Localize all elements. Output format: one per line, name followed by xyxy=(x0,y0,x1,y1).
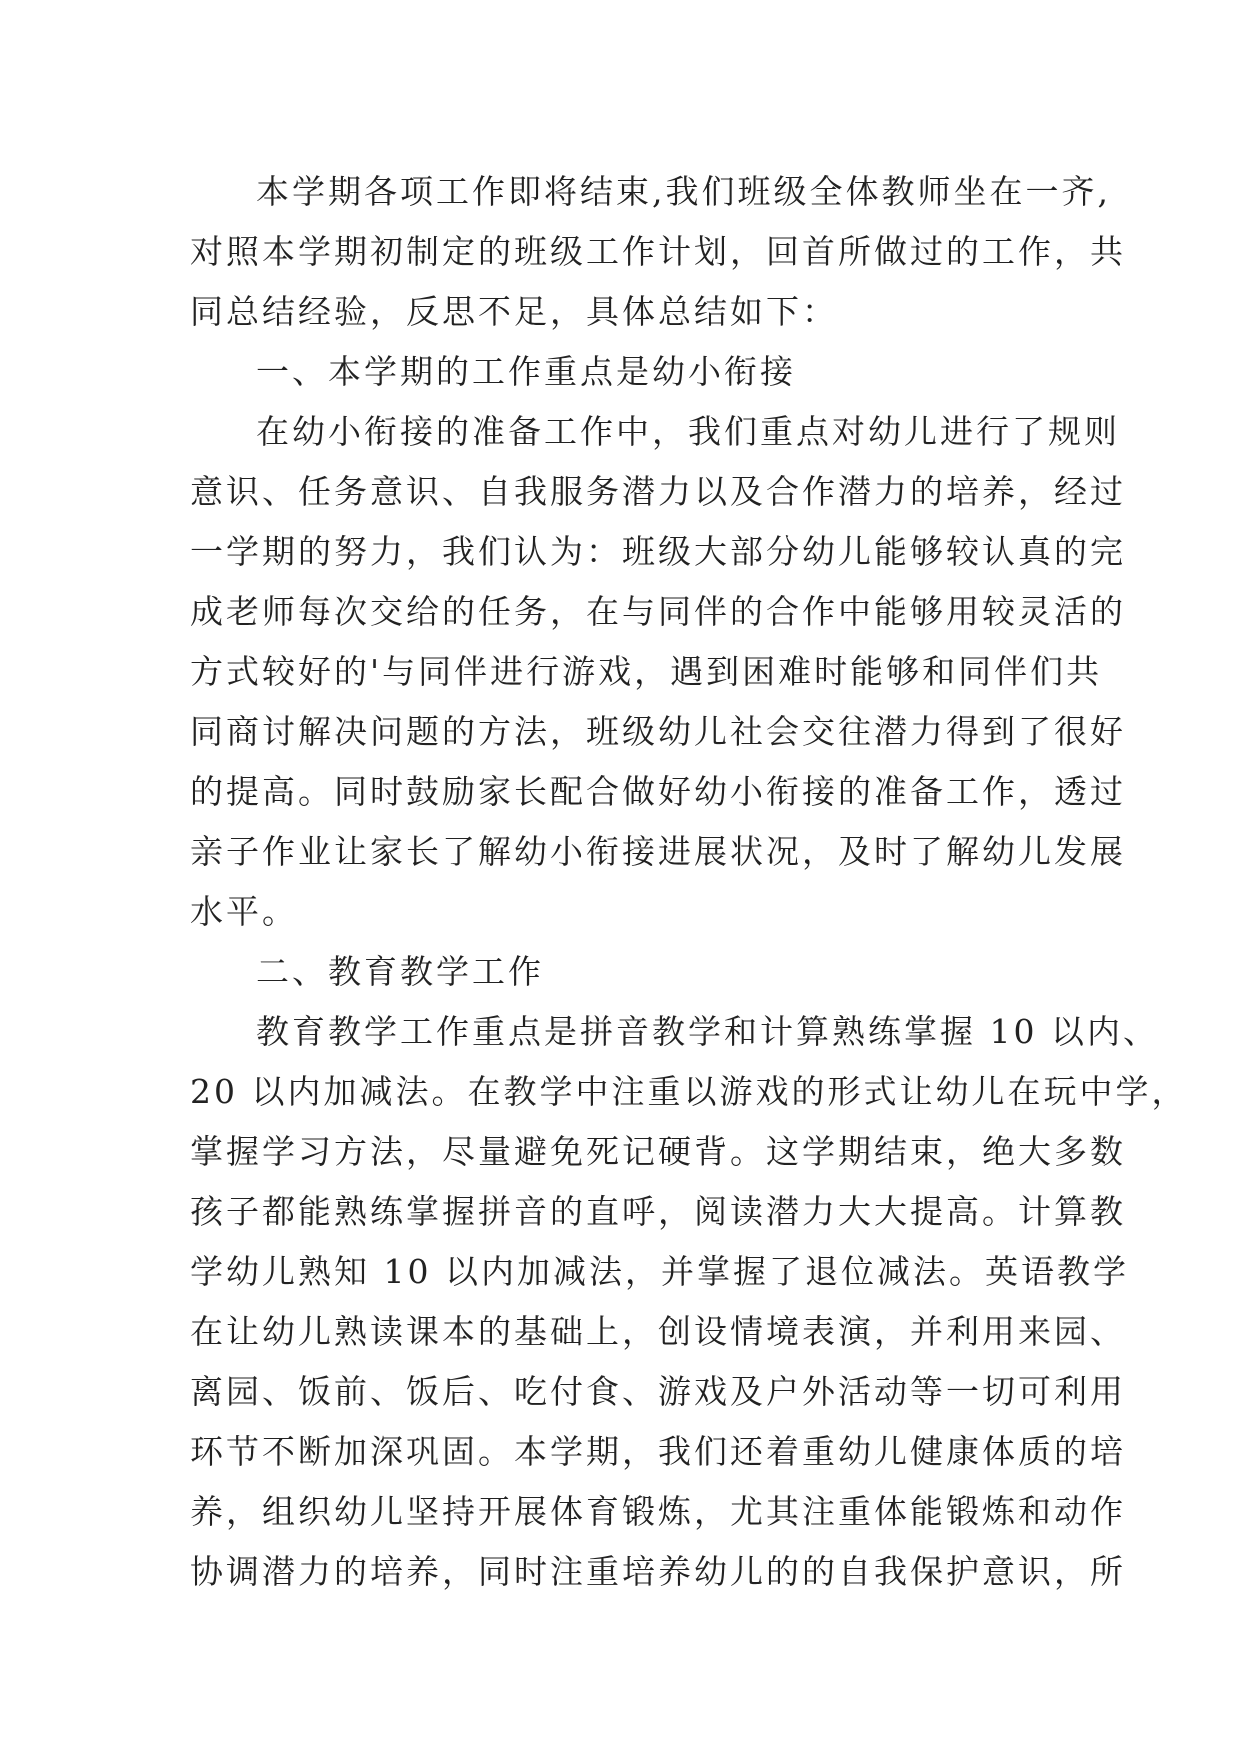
text-line: 成老师每次交给的任务，在与同伴的合作中能够用较灵活的 xyxy=(190,592,1126,631)
text-line: 亲子作业让家长了解幼小衔接进展状况，及时了解幼儿发展 xyxy=(190,832,1126,871)
text-line: 学幼儿熟知 10 以内加减法，并掌握了退位减法。英语教学 xyxy=(190,1252,1129,1291)
text-line: 20 以内加减法。在教学中注重以游戏的形式让幼儿在玩中学， xyxy=(190,1072,1188,1111)
document-body xyxy=(190,162,1188,1602)
text-line: 在让幼儿熟读课本的基础上，创设情境表演，并利用来园、 xyxy=(190,1312,1126,1351)
text-line: 对照本学期初制定的班级工作计划，回首所做过的工作，共 xyxy=(190,232,1126,271)
text-line: 方式较好的'与同伴进行游戏，遇到困难时能够和同伴们共 xyxy=(190,652,1103,691)
text-line: 掌握学习方法，尽量避免死记硬背。这学期结束，绝大多数 xyxy=(190,1132,1126,1171)
section-heading: 二、教育教学工作 xyxy=(256,952,544,991)
text-line: 同总结经验，反思不足，具体总结如下： xyxy=(190,292,838,331)
text-line: 一学期的努力，我们认为：班级大部分幼儿能够较认真的完 xyxy=(190,532,1126,571)
section-heading: 一、本学期的工作重点是幼小衔接 xyxy=(256,352,796,391)
text-line: 的提高。同时鼓励家长配合做好幼小衔接的准备工作，透过 xyxy=(190,772,1126,811)
text-line: 离园、饭前、饭后、吃付食、游戏及户外活动等一切可利用 xyxy=(190,1372,1126,1411)
text-line: 协调潜力的培养，同时注重培养幼儿的的自我保护意识，所 xyxy=(190,1552,1126,1591)
text-line: 同商讨解决问题的方法，班级幼儿社会交往潜力得到了很好 xyxy=(190,712,1126,751)
text-line: 在幼小衔接的准备工作中，我们重点对幼儿进行了规则 xyxy=(256,412,1120,451)
text-line: 本学期各项工作即将结束,我们班级全体教师坐在一齐, xyxy=(256,172,1111,211)
text-line: 孩子都能熟练掌握拼音的直呼，阅读潜力大大提高。计算教 xyxy=(190,1192,1126,1231)
text-line: 意识、任务意识、自我服务潜力以及合作潜力的培养，经过 xyxy=(190,472,1126,511)
text-line: 水平。 xyxy=(190,892,298,931)
text-line: 养，组织幼儿坚持开展体育锻炼，尤其注重体能锻炼和动作 xyxy=(190,1492,1126,1531)
text-line: 环节不断加深巩固。本学期，我们还着重幼儿健康体质的培 xyxy=(190,1432,1126,1471)
text-line: 教育教学工作重点是拼音教学和计算熟练掌握 10 以内、 xyxy=(256,1012,1159,1051)
